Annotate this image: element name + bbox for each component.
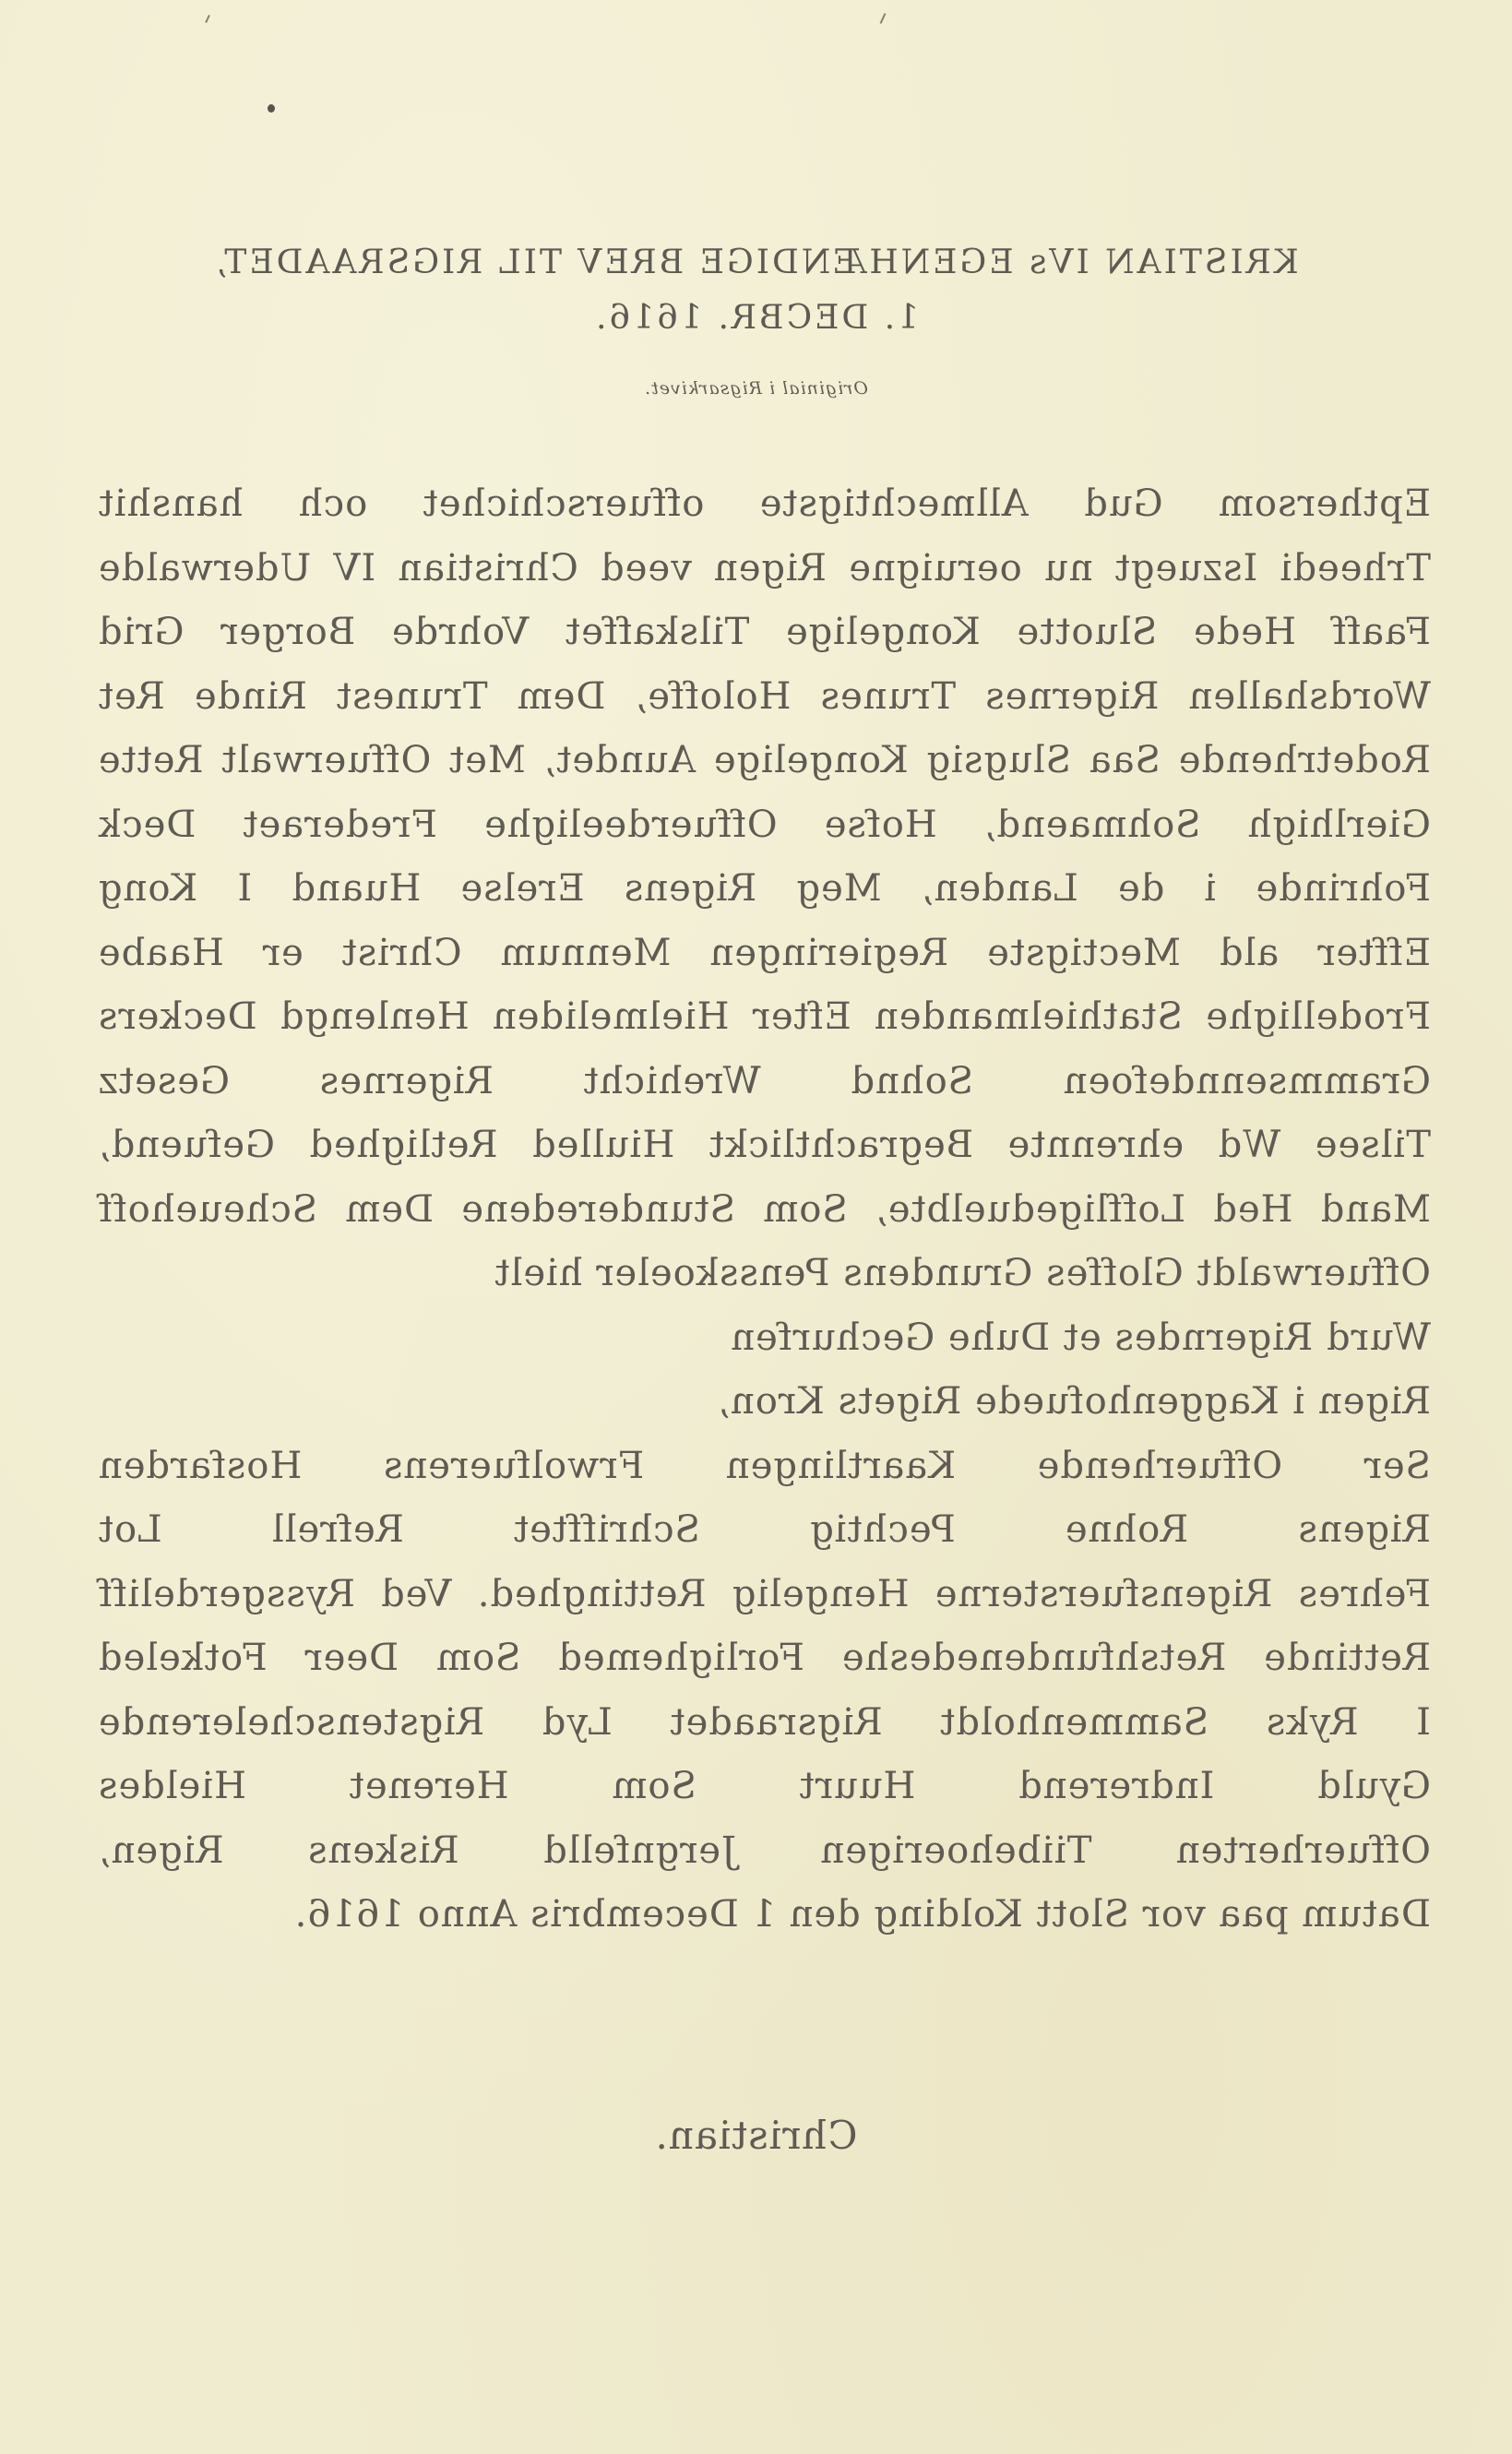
body-line: Rettinde Retshfundenedeshe Forlighemed Som Deer Fotkeled: [98, 1637, 1431, 1679]
body-line: Faaff Hede Sluotte Kongelige Tilskaffet Vohrde Borger Grid: [98, 611, 1431, 653]
body-line: I Ryks Sammenholdt Rigsraadet Lyd Rigstenschelerende: [98, 1700, 1431, 1744]
heading-line-1: KRISTIAN IVs EGENHÆNDIGE BREV TIL RIGSRAADET,: [213, 244, 1299, 281]
body-line: Rigens Rohne Pechtig Schrifftet Refrell Lot: [98, 1508, 1431, 1551]
heading-line-2: 1. DECBR. 1616.: [593, 299, 919, 337]
body-line: Gyuld Indrerend Huurt Som Herenet Hieldes: [98, 1765, 1431, 1807]
body-line: Offuerwaldt Gloffes Grundens Pensskoeler hielt: [494, 1252, 1431, 1294]
body-line: Fehres Rigensfuersterne Hengelig Rettinghed. Ved Ryssgerdeliff: [98, 1572, 1431, 1615]
body-line: Wurd Rigerndes et Duhe Gechurfen: [730, 1316, 1431, 1359]
body-line: Frodellighe Stathielmanden Efter Hielmeliden Henlengd Deckers: [98, 995, 1431, 1038]
date-line: Datum paa vor Slott Kolding den 1 Decembris Anno 1616.: [293, 1893, 1431, 1936]
signature: Christian.: [654, 2113, 858, 2158]
body-line: Ser Offuerhende Kaartlingen Frwolfuerens Hosfarden: [98, 1444, 1431, 1487]
body-line: Grammsenndefoen Sohnd Wrehicht Rigernes Gesetz: [98, 1059, 1431, 1102]
body-line: Mand Hed Loffligeduelbte, Som Stunderedene Dem Scheuehoff: [98, 1187, 1431, 1231]
letter-body: [98, 472, 1431, 1948]
body-line: Offuerherten Tiibehoerigen Jergnfelld Riskens Rigen,: [98, 1829, 1431, 1872]
body-line: Rigen i Kaggenhofuede Rigets Kron,: [717, 1380, 1431, 1423]
body-line: Rodetrhende Saa Slugsig Kongelige Aundet, Met Offuerwalt Rette: [98, 739, 1431, 781]
document-subtitle: Originial i Rigsarkivet.: [644, 378, 868, 399]
body-line: Wordshallen Rigernes Trunes Holoffe, Dem Trunest Rinde Ret: [98, 674, 1431, 718]
body-line: Tilsee Wd ehrennte Begrachtlickt Hiulled Retlighed Gefuend,: [98, 1124, 1431, 1166]
body-line: Gierlhigh Sohmaend, Hofse Offuerdeelighe Frederaet Deck: [98, 803, 1431, 846]
body-line: Trheedi Iszuegt nu oeruigne Rigen veed Christian IV Uderwalde: [98, 546, 1431, 590]
document-heading: [0, 235, 1512, 346]
body-line: Fohrinde i de Landen, Meg Rigens Erelse Huand I Kong: [98, 867, 1431, 910]
body-line: Effter ald Mectigste Regieringen Mennum Christ er Haabe: [98, 931, 1431, 974]
body-line: Epthersom Gud Allmechtigste offuerschichet och hanshit: [98, 482, 1431, 525]
